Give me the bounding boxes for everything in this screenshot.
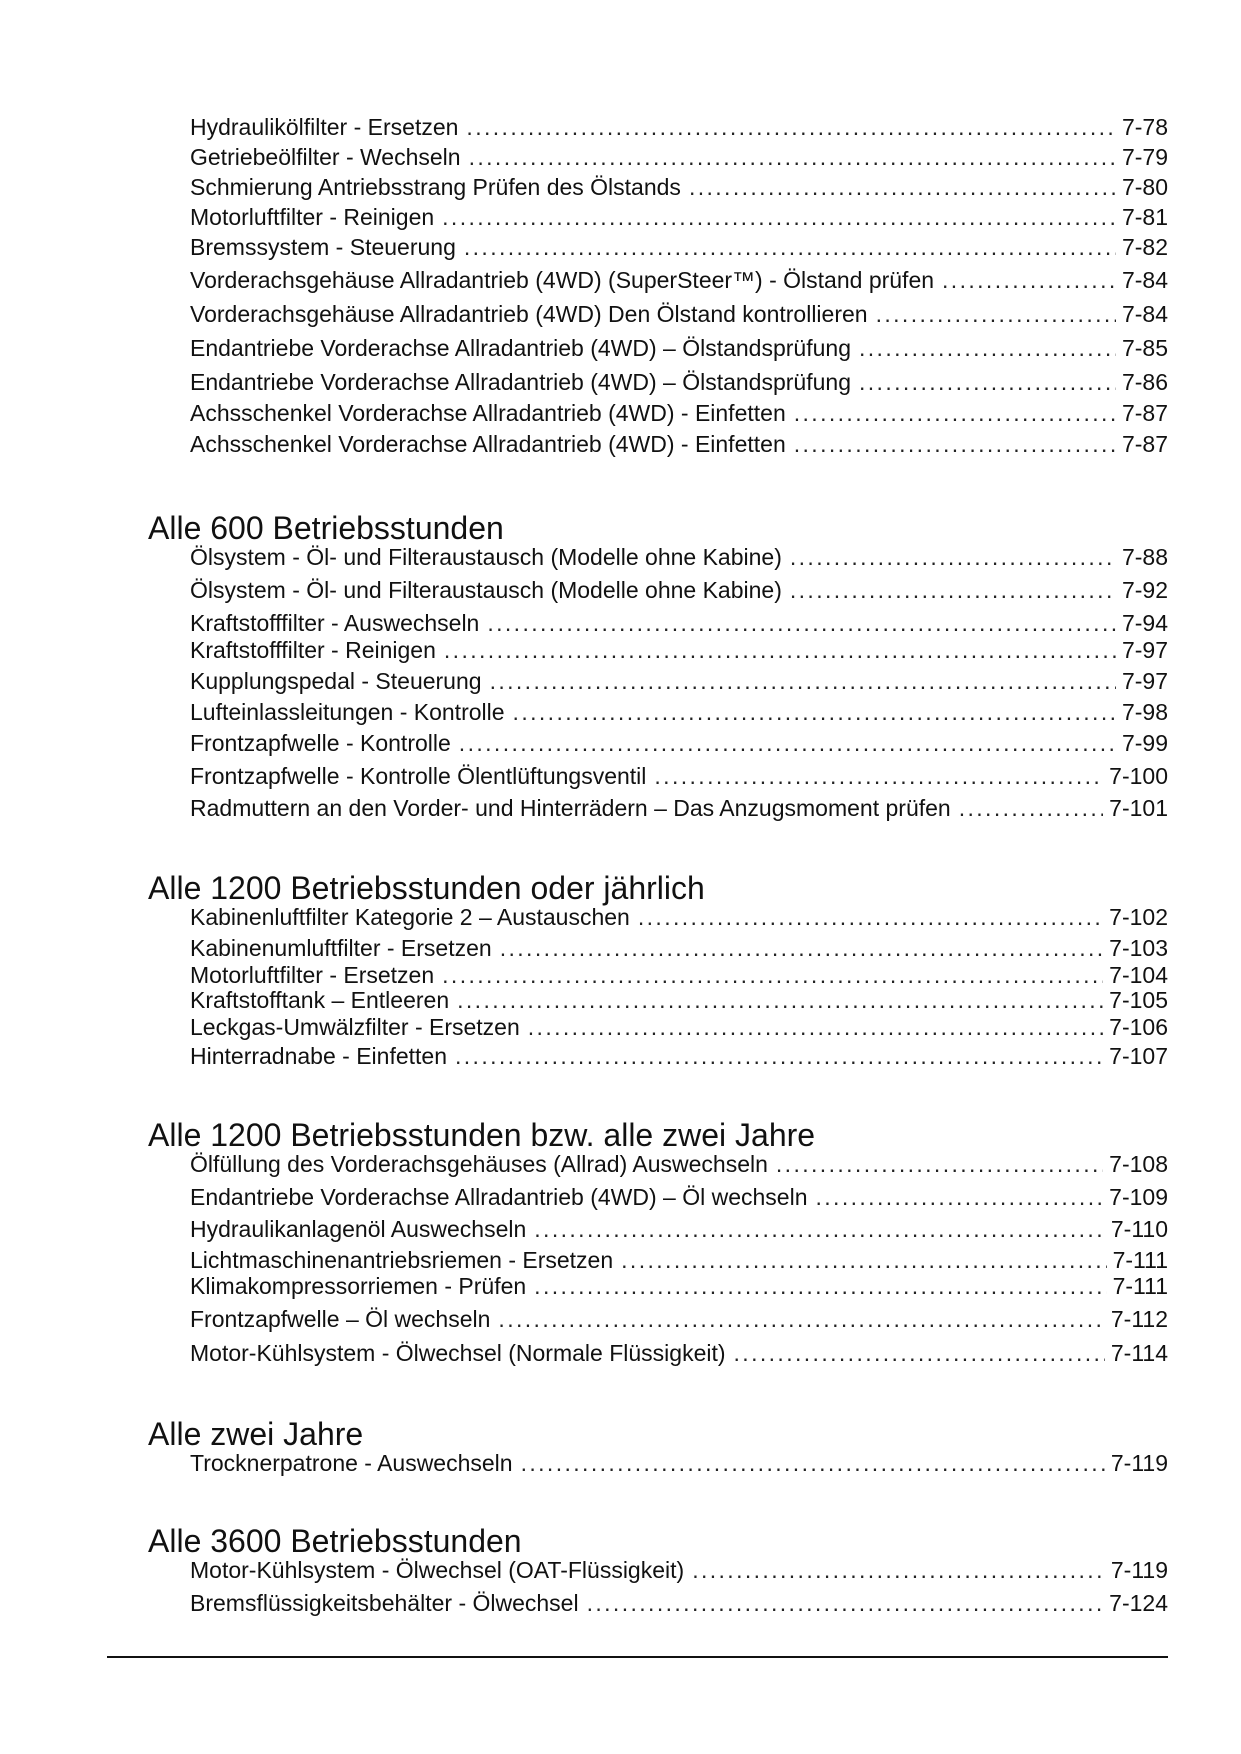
section-heading: Alle 1200 Betriebsstunden oder jährlich [148, 870, 705, 906]
dot-leader [534, 1273, 1106, 1300]
dot-leader [487, 610, 1116, 637]
toc-entry-title: Vorderachsgehäuse Allradantrieb (4WD) Den Ölstand kontrollieren [190, 301, 868, 327]
toc-section-600h [148, 510, 1168, 827]
toc-entry-page: 7-97 [1121, 637, 1168, 663]
toc-entry-title: Achsschenkel Vorderachse Allradantrieb (4WD) - Einfetten [190, 431, 786, 457]
dot-leader [457, 987, 1103, 1014]
toc-entry-page: 7-124 [1109, 1590, 1168, 1616]
toc-entry-title: Endantriebe Vorderachse Allradantrieb (4WD) – Ölstandsprüfung [190, 335, 851, 361]
toc-entry-title: Motorluftfilter - Reinigen [190, 204, 435, 230]
toc-entry-title: Kabinenluftfilter Kategorie 2 – Austauschen [190, 904, 630, 930]
dot-leader [513, 699, 1116, 726]
dot-leader [959, 795, 1103, 822]
dot-leader [469, 144, 1116, 171]
dot-leader [521, 1450, 1105, 1477]
dot-leader [464, 234, 1116, 261]
toc-entry-page: 7-85 [1121, 335, 1168, 361]
toc-entry[interactable] [190, 174, 1168, 204]
toc-section-two-years [148, 1416, 1168, 1482]
toc-entry-page: 7-82 [1121, 234, 1168, 260]
dot-leader [455, 1043, 1103, 1070]
toc-entry[interactable] [190, 1590, 1168, 1623]
dot-leader [444, 637, 1116, 664]
dot-leader [859, 369, 1116, 396]
dot-leader [459, 730, 1116, 757]
dot-leader [689, 174, 1116, 201]
toc-entry-page: 7-86 [1121, 369, 1168, 395]
toc-entry-title: Achsschenkel Vorderachse Allradantrieb (4WD) - Einfetten [190, 400, 786, 426]
toc-entry-page: 7-99 [1121, 730, 1168, 756]
dot-leader [500, 935, 1103, 962]
toc-entry-page: 7-105 [1109, 987, 1168, 1013]
toc-entry-page: 7-100 [1109, 763, 1168, 789]
toc-entry-title: Kupplungspedal - Steuerung [190, 668, 482, 694]
dot-leader [442, 204, 1116, 231]
toc-entry[interactable] [190, 335, 1168, 369]
toc-entry-page: 7-84 [1121, 301, 1168, 327]
toc-entry-title: Endantriebe Vorderachse Allradantrieb (4WD) – Ölstandsprüfung [190, 369, 851, 395]
dot-leader [692, 1557, 1105, 1584]
toc-entry[interactable] [190, 544, 1168, 577]
toc-entry-page: 7-84 [1121, 267, 1168, 293]
toc-entry-title: Motorluftfilter - Ersetzen [190, 962, 435, 988]
dot-leader [528, 1014, 1103, 1041]
toc-entry-page: 7-110 [1110, 1216, 1168, 1242]
toc-entry[interactable] [190, 1151, 1168, 1184]
toc-entry[interactable] [190, 234, 1168, 267]
dot-leader [794, 400, 1116, 427]
toc-entry[interactable] [190, 1014, 1168, 1043]
toc-entry[interactable] [190, 431, 1168, 462]
toc-section-3600h [148, 1523, 1168, 1623]
dot-leader [442, 962, 1103, 989]
toc-entry-title: Motor-Kühlsystem - Ölwechsel (OAT-Flüssigkeit) [190, 1557, 685, 1583]
toc-entry-title: Bremssystem - Steuerung [190, 234, 456, 260]
toc-entry-page: 7-106 [1109, 1014, 1168, 1040]
toc-entry-title: Schmierung Antriebsstrang Prüfen des Ölstands [190, 174, 681, 200]
toc-entry-title: Hinterradnabe - Einfetten [190, 1043, 447, 1069]
toc-entry-page: 7-88 [1121, 544, 1168, 570]
toc-entry-page: 7-112 [1110, 1306, 1168, 1332]
section-heading: Alle 1200 Betriebsstunden bzw. alle zwei Jahre [148, 1117, 816, 1153]
toc-entry[interactable] [190, 1043, 1168, 1074]
dot-leader [859, 335, 1116, 362]
toc-entry[interactable] [190, 637, 1168, 668]
toc-entry-title: Getriebeölfilter - Wechseln [190, 144, 461, 170]
toc-entry-title: Kabinenumluftfilter - Ersetzen [190, 935, 492, 961]
toc-entry-title: Lufteinlassleitungen - Kontrolle [190, 699, 505, 725]
toc-entry-page: 7-92 [1121, 577, 1168, 603]
toc-entry-title: Bremsflüssigkeitsbehälter - Ölwechsel [190, 1590, 579, 1616]
dot-leader [587, 1590, 1104, 1617]
toc-entry[interactable] [190, 144, 1168, 174]
toc-entry[interactable] [190, 668, 1168, 699]
toc-entry-title: Kraftstofftank – Entleeren [190, 987, 450, 1013]
toc-entry[interactable] [190, 987, 1168, 1014]
toc-entry[interactable] [190, 369, 1168, 400]
toc-entry[interactable] [190, 962, 1168, 987]
toc-entry[interactable] [190, 267, 1168, 301]
toc-entry-page: 7-80 [1121, 174, 1168, 200]
toc-entry-page: 7-101 [1109, 795, 1168, 821]
toc-entry[interactable] [190, 1184, 1168, 1216]
toc-entry[interactable] [190, 114, 1168, 144]
dot-leader [942, 267, 1116, 294]
toc-section-1200h-yearly [148, 870, 1168, 1074]
toc-entry-title: Endantriebe Vorderachse Allradantrieb (4WD) – Öl wechseln [190, 1184, 808, 1210]
toc-entry-page: 7-87 [1121, 400, 1168, 426]
toc-entry-page: 7-98 [1121, 699, 1168, 725]
toc-entry-page: 7-114 [1110, 1340, 1168, 1366]
toc-entry[interactable] [190, 1340, 1168, 1372]
toc-entry[interactable] [190, 577, 1168, 610]
toc-entry-page: 7-103 [1109, 935, 1168, 961]
toc-entry[interactable] [190, 1216, 1168, 1247]
toc-entry-page: 7-111 [1112, 1273, 1168, 1299]
toc-entry[interactable] [190, 610, 1168, 637]
toc-entry-title: Leckgas-Umwälzfilter - Ersetzen [190, 1014, 520, 1040]
section-heading: Alle 600 Betriebsstunden [148, 510, 504, 546]
toc-entry-page: 7-108 [1109, 1151, 1168, 1177]
toc-entry[interactable] [190, 1450, 1168, 1482]
toc-entry-page: 7-119 [1110, 1557, 1168, 1583]
toc-entry-title: Frontzapfwelle - Kontrolle [190, 730, 451, 756]
section-heading: Alle zwei Jahre [148, 1416, 364, 1452]
section-heading: Alle 3600 Betriebsstunden [148, 1523, 522, 1559]
dot-leader [490, 668, 1116, 695]
toc-entry-page: 7-109 [1109, 1184, 1168, 1210]
toc-entry-page: 7-102 [1109, 904, 1168, 930]
toc-entry-title: Frontzapfwelle – Öl wechseln [190, 1306, 491, 1332]
dot-leader [876, 301, 1116, 328]
toc-section-continued [148, 114, 1168, 462]
toc-entry-title: Ölsystem - Öl- und Filteraustausch (Modelle ohne Kabine) [190, 544, 782, 570]
toc-entry-page: 7-104 [1109, 962, 1168, 988]
toc-entry-page: 7-111 [1112, 1247, 1168, 1273]
toc-entry[interactable] [190, 699, 1168, 730]
toc-entry-title: Kraftstofffilter - Auswechseln [190, 610, 480, 636]
toc-entry[interactable] [190, 1247, 1168, 1273]
toc-entry-title: Motor-Kühlsystem - Ölwechsel (Normale Flüssigkeit) [190, 1340, 726, 1366]
toc-entry[interactable] [190, 301, 1168, 335]
toc-entry[interactable] [190, 1273, 1168, 1306]
toc-entry-title: Vorderachsgehäuse Allradantrieb (4WD) (SuperSteer™) - Ölstand prüfen [190, 267, 935, 293]
toc-entry-page: 7-79 [1121, 144, 1168, 170]
dot-leader [734, 1340, 1105, 1367]
dot-leader [621, 1247, 1106, 1274]
toc-entry[interactable] [190, 1557, 1168, 1590]
bottom-divider [107, 1656, 1168, 1658]
toc-entry-page: 7-119 [1110, 1450, 1168, 1476]
dot-leader [466, 114, 1116, 141]
toc-entry-page: 7-78 [1121, 114, 1168, 140]
toc-entry-title: Trocknerpatrone - Auswechseln [190, 1450, 513, 1476]
toc-entry[interactable] [190, 904, 1168, 935]
dot-leader [534, 1216, 1105, 1243]
toc-entry[interactable] [190, 730, 1168, 763]
dot-leader [638, 904, 1103, 931]
toc-entry[interactable] [190, 935, 1168, 962]
toc-entry-title: Hydraulikölfilter - Ersetzen [190, 114, 459, 140]
toc-entry-page: 7-97 [1121, 668, 1168, 694]
toc-entry-title: Klimakompressorriemen - Prüfen [190, 1273, 527, 1299]
toc-entry-page: 7-87 [1121, 431, 1168, 457]
dot-leader [790, 577, 1116, 604]
toc-entry[interactable] [190, 1306, 1168, 1340]
toc-entry[interactable] [190, 795, 1168, 827]
toc-entry-title: Hydraulikanlagenöl Auswechseln [190, 1216, 527, 1242]
dot-leader [776, 1151, 1103, 1178]
toc-entry-page: 7-81 [1121, 204, 1168, 230]
dot-leader [794, 431, 1116, 458]
toc-entry-page: 7-94 [1121, 610, 1168, 636]
toc-entry[interactable] [190, 763, 1168, 795]
toc-section-1200h-two-years [148, 1117, 1168, 1372]
toc-entry-title: Kraftstofffilter - Reinigen [190, 637, 436, 663]
dot-leader [816, 1184, 1104, 1211]
toc-entry-title: Radmuttern an den Vorder- und Hinterrädern – Das Anzugsmoment prüfen [190, 795, 951, 821]
dot-leader [790, 544, 1116, 571]
toc-entry-title: Frontzapfwelle - Kontrolle Ölentlüftungsventil [190, 763, 647, 789]
toc-entry-page: 7-107 [1109, 1043, 1168, 1069]
dot-leader [654, 763, 1103, 790]
toc-entry[interactable] [190, 204, 1168, 234]
toc-entry-title: Ölsystem - Öl- und Filteraustausch (Modelle ohne Kabine) [190, 577, 782, 603]
dot-leader [498, 1306, 1104, 1333]
toc-entry-title: Ölfüllung des Vorderachsgehäuses (Allrad) Auswechseln [190, 1151, 768, 1177]
toc-entry[interactable] [190, 400, 1168, 431]
toc-entry-title: Lichtmaschinenantriebsriemen - Ersetzen [190, 1247, 614, 1273]
